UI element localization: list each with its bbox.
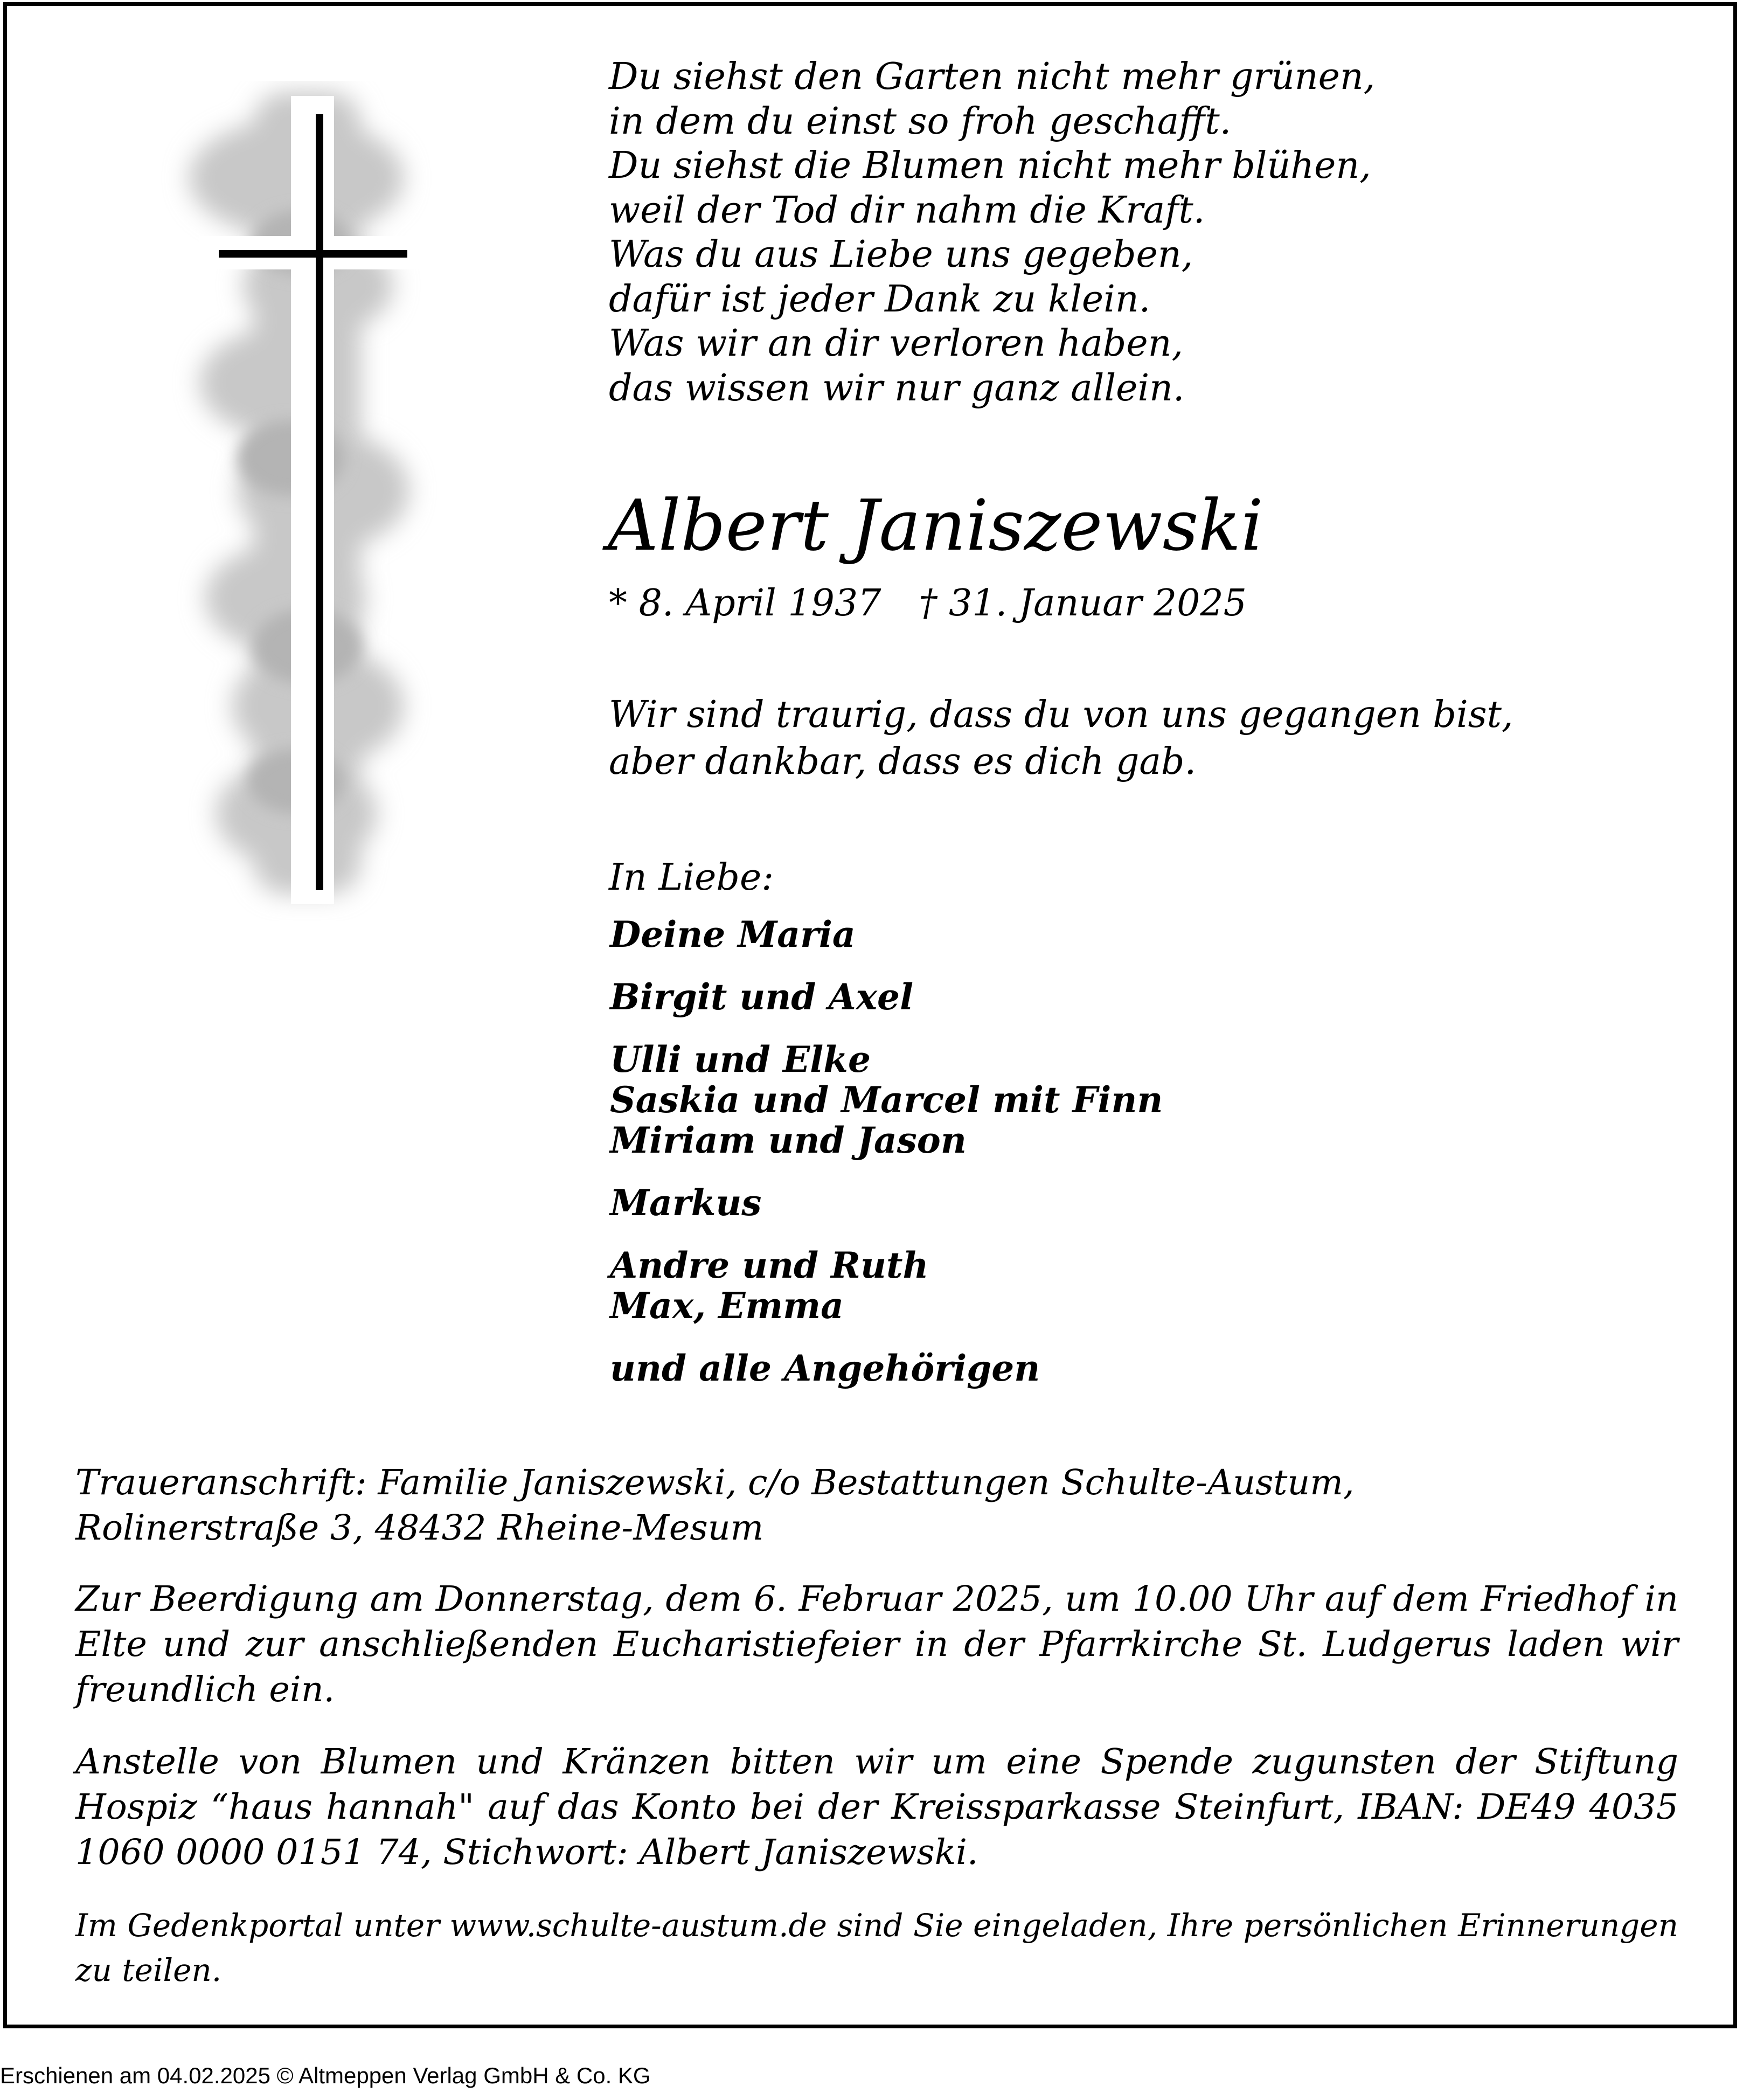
family-name: und alle Angehörigen: [610, 1347, 1040, 1389]
memorial-portal-info: Im Gedenkportal unter www.schulte-austum.de sind Sie eingeladen, Ihre persönlichen Erinnerungen zu teilen.: [75, 1907, 1678, 1988]
death-date: † 31. Januar 2025: [919, 582, 1247, 625]
gratitude-line: Wir sind traurig, dass du von uns gegangen bist,: [609, 694, 1513, 736]
publication-footer: Erschienen am 04.02.2025 © Altmeppen Verlag GmbH & Co. KG: [0, 2063, 651, 2088]
poem-line: Was du aus Liebe uns gegeben,: [609, 233, 1193, 276]
poem: [609, 55, 1633, 411]
family-group: [610, 1348, 1163, 1389]
poem-line: Was wir an dir verloren haben,: [609, 322, 1183, 365]
donation-info: Anstelle von Blumen und Kränzen bitten wir um eine Spende zugunsten der Stiftung Hospiz “haus hannah" auf das Konto bei der Kreissparkasse Steinfurt, IBAN: DE49 4035 1060 0000 0151 74, Stichwort: Albert Janiszewski.: [75, 1742, 1678, 1873]
family-name: Birgit und Axel: [610, 976, 914, 1018]
family-group: [610, 914, 1163, 955]
gratitude-text: [609, 691, 1513, 785]
family-group: [610, 1245, 1163, 1326]
mourning-address: [75, 1460, 1678, 1551]
cross-icon: [156, 81, 458, 921]
life-dates: [609, 579, 1247, 628]
gratitude-line: aber dankbar, dass es dich gab.: [609, 740, 1197, 783]
family-name: Miriam und Jason: [610, 1119, 967, 1161]
family-group: [610, 1183, 1163, 1223]
poem-line: dafür ist jeder Dank zu klein.: [609, 278, 1151, 321]
family-list: [610, 914, 1163, 1411]
family-name: Andre und Ruth: [610, 1244, 929, 1286]
poem-line: weil der Tod dir nahm die Kraft.: [609, 189, 1205, 232]
poem-line: Du siehst die Blumen nicht mehr blühen,: [609, 144, 1371, 187]
poem-line: in dem du einst so froh geschafft.: [609, 100, 1232, 143]
in-liebe-label: In Liebe:: [609, 856, 774, 899]
family-name: Deine Maria: [610, 913, 856, 955]
birth-date: * 8. April 1937: [609, 582, 881, 625]
family-group: [610, 977, 1163, 1017]
family-name: Ulli und Elke: [610, 1038, 871, 1080]
poem-line: Du siehst den Garten nicht mehr grünen,: [609, 56, 1376, 98]
family-name: Saskia und Marcel mit Finn: [610, 1079, 1163, 1121]
family-group: [610, 1039, 1163, 1161]
address-line: Rolinerstraße 3, 48432 Rheine-Mesum: [75, 1508, 764, 1548]
family-name: Max, Emma: [610, 1285, 844, 1327]
family-name: Markus: [610, 1182, 762, 1224]
poem-line: das wissen wir nur ganz allein.: [609, 366, 1185, 410]
funeral-info: Zur Beerdigung am Donnerstag, dem 6. Februar 2025, um 10.00 Uhr auf dem Friedhof in Elte und zur anschließenden Eucharistiefeier in der Pfarrkirche St. Ludgerus laden wir freundlich ein.: [75, 1579, 1678, 1710]
address-line: Traueranschrift: Familie Janiszewski, c/o Bestattungen Schulte-Austum,: [75, 1463, 1355, 1503]
deceased-name: Albert Janiszewski: [608, 484, 1263, 566]
